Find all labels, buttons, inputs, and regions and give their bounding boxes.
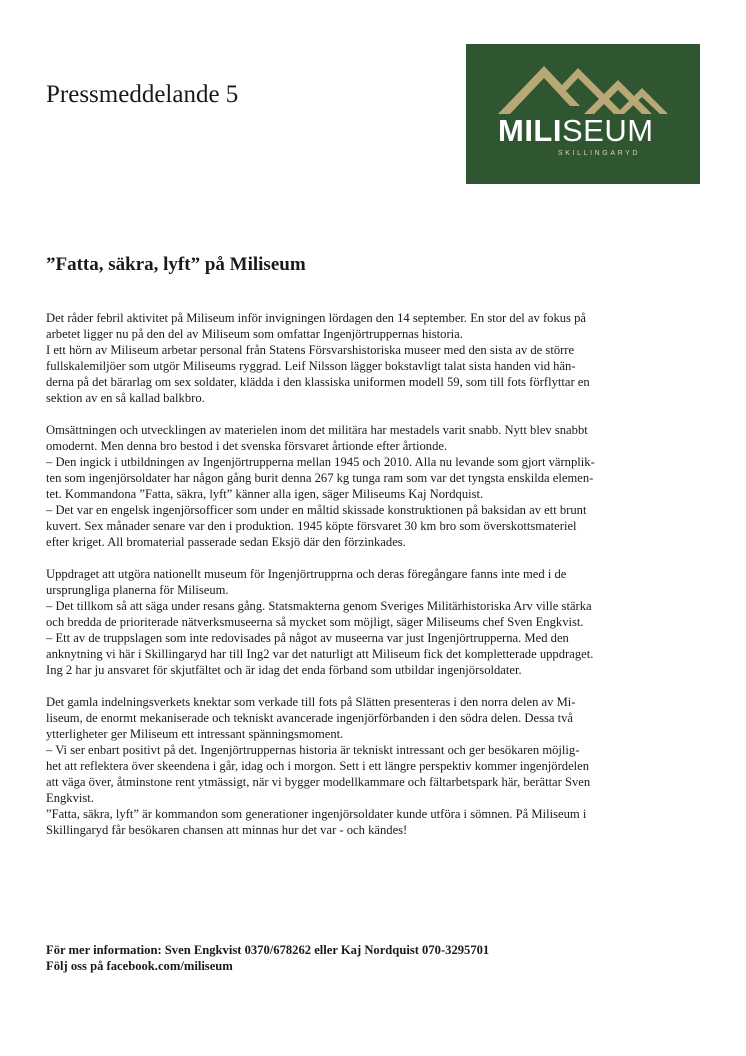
text-line: arbetet ligger nu på den del av Miliseum som omfattar Ingenjörtruppernas historia. <box>46 327 463 341</box>
text-line: tet. Kommandona ”Fatta, säkra, lyft” känner alla igen, säger Miliseums Kaj Nordquist. <box>46 487 484 501</box>
text-line: omodernt. Men denna bro bestod i det svenska försvaret årtionde efter årtionde. <box>46 439 448 453</box>
text-line: fullskalemiljöer som utgör Miliseums ryggrad. Leif Nilsson lägger bokstavligt talat sista handen vid hän- <box>46 359 576 373</box>
miliseum-logo <box>466 44 700 184</box>
contact-info: För mer information: Sven Engkvist 0370/678262 eller Kaj Nordquist 070-3295701 <box>46 943 490 957</box>
text-line: Det gamla indelningsverkets knektar som verkade till fots på Slätten presenteras i den norra delen av Mi- <box>46 695 576 709</box>
text-line: ”Fatta, säkra, lyft” är kommandon som generationer ingenjörsoldater kunde utföra i sömnen. På Miliseum i <box>46 807 587 821</box>
text-line: Det råder febril aktivitet på Miliseum inför invigningen lördagen den 14 september. En stor del av fokus på <box>46 311 586 325</box>
body-text <box>46 310 696 854</box>
logo-word-light: SEUM <box>562 113 654 148</box>
contact-footer <box>46 942 696 974</box>
paragraph-4 <box>46 694 696 838</box>
logo-wordmark <box>498 114 668 148</box>
text-line: het att reflektera över skeendena i går, idag och i morgon. Sett i ett längre perspektiv kommer ingenjördelen <box>46 759 590 773</box>
text-line: Engkvist. <box>46 791 94 805</box>
text-line: – Ett av de truppslagen som inte redovisades på något av museerna var just Ingenjörtrupperna. Med den <box>46 631 569 645</box>
paragraph-2 <box>46 422 696 550</box>
text-line: efter kriget. All bromaterial passerade sedan Eksjö där den förzinkades. <box>46 535 406 549</box>
text-line: ursprungliga planerna för Miliseum. <box>46 583 229 597</box>
text-line: – Det var en engelsk ingenjörsofficer som under en måltid skissade konstruktionen på baksidan av ett brunt <box>46 503 587 517</box>
text-line: och bredda de prioriterade nätverksmuseerna så mycket som möjligt, säger Miliseums chef Sven Engkvist. <box>46 615 584 629</box>
text-line: ytterligheter ger Miliseum ett intressant spänningsmoment. <box>46 727 344 741</box>
text-line: derna på det bärarlag om sex soldater, klädda i den klassiska uniformen modell 59, som till fots förflyttar en <box>46 375 590 389</box>
text-line: – Vi ser enbart positivt på det. Ingenjörtruppernas historia är tekniskt intressant och ger besökaren möjlig- <box>46 743 580 757</box>
paragraph-1 <box>46 310 696 406</box>
text-line: Uppdraget att utgöra nationellt museum för Ingenjörtrupprna och deras föregångare fanns inte med i de <box>46 567 567 581</box>
text-line: Skillingaryd får besökaren chansen att minnas hur det var - och kändes! <box>46 823 408 837</box>
text-line: ten som ingenjörsoldater har någon gång burit denna 267 kg tunga ram som var det tyngsta enskilda elemen- <box>46 471 594 485</box>
page-title: Pressmeddelande 5 <box>46 81 239 108</box>
text-line: kuvert. Sex månader senare var den i produktion. 1945 köpte försvaret 30 km bro som överskottsmateriel <box>46 519 577 533</box>
text-line: anknytning vi här i Skillingaryd har till Ing2 var det naturligt att Miliseum fick det kompletterade uppdraget. <box>46 647 594 661</box>
text-line: I ett hörn av Miliseum arbetar personal från Statens Försvarshistoriska museer med den sista av de större <box>46 343 575 357</box>
logo-word-bold: MILI <box>498 113 562 148</box>
text-line: – Det tillkom så att säga under resans gång. Statsmakterna genom Sveriges Militärhistoriska Arv ville stärka <box>46 599 592 613</box>
text-line: Omsättningen och utvecklingen av materielen inom det militära har mestadels varit snabb. Nytt blev snabbt <box>46 423 588 437</box>
headline: ”Fatta, säkra, lyft” på Miliseum <box>46 254 306 275</box>
text-line: liseum, de enormt mekaniserade och tekniskt avancerade ingenjörförbanden i den södra delen. Dessa två <box>46 711 573 725</box>
text-line: sektion av en så kallad balkbro. <box>46 391 205 405</box>
text-line: – Den ingick i utbildningen av Ingenjörtrupperna mellan 1945 och 2010. Alla nu levande som gjort värnplik- <box>46 455 595 469</box>
paragraph-3 <box>46 566 696 678</box>
logo-subtitle: SKILLINGARYD <box>558 150 641 157</box>
text-line: Ing 2 har ju ansvaret för skjutfältet och är idag det enda förband som utbildar ingenjörsoldater. <box>46 663 522 677</box>
facebook-link: Följ oss på facebook.com/miliseum <box>46 959 233 973</box>
text-line: att väga över, åtminstone rent ytmässigt, när vi bygger modellkammare och fältarbetspark här, berättar Sven <box>46 775 591 789</box>
